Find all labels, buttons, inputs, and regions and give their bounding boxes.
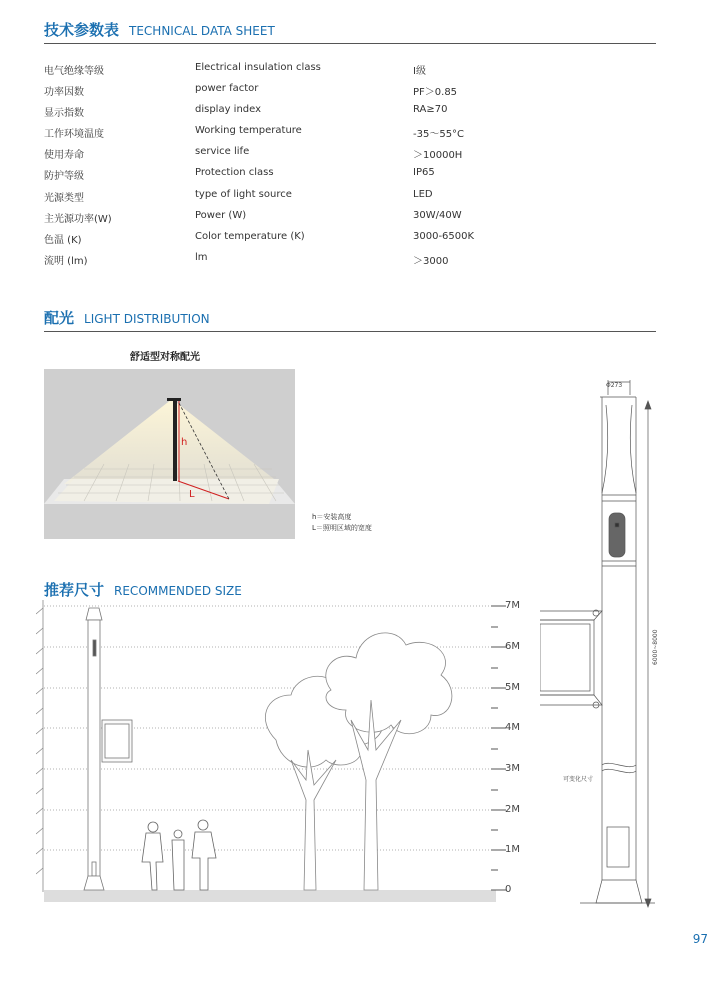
height-scale-label: 1M (505, 844, 520, 855)
param-value: RA≥70 (413, 104, 448, 115)
height-scale-label: 0 (505, 884, 512, 895)
height-scale-label: 2M (505, 804, 520, 815)
people-silhouettes (142, 820, 216, 890)
pole-small (84, 608, 132, 890)
light-distribution-caption: 舒适型对称配光 (130, 352, 200, 363)
param-name-cn: 主光源功率(W) (44, 214, 112, 225)
param-name-en: Working temperature (195, 125, 302, 136)
param-name-cn: 光源类型 (44, 193, 84, 204)
light-distribution-illustration (44, 369, 295, 539)
param-name-en: lm (195, 252, 208, 263)
height-scale-label: 7M (505, 600, 520, 611)
param-name-cn: 防护等级 (44, 171, 84, 182)
param-name-en: Electrical insulation class (195, 62, 321, 73)
section-title-technical-en: TECHNICAL DATA SHEET (129, 24, 275, 38)
diameter-label: Φ273 (606, 382, 623, 389)
param-name-en: Power (W) (195, 210, 247, 221)
legend-h: h＝安装高度 (312, 513, 352, 521)
section-title-light-en: LIGHT DISTRIBUTION (84, 312, 210, 326)
param-name-cn: 色温 (K) (44, 235, 82, 246)
param-value: ＞3000 (413, 256, 449, 267)
pole-illustration (173, 401, 177, 481)
section-title-size-en: RECOMMENDED SIZE (114, 584, 242, 598)
section-divider (44, 43, 656, 44)
param-value: I级 (413, 66, 426, 77)
page-number: 97 (692, 932, 708, 946)
section-title-size-cn: 推荐尺寸 (44, 581, 105, 599)
param-value: LED (413, 189, 433, 200)
l-mark: L (189, 489, 195, 500)
param-name-cn: 使用寿命 (44, 150, 84, 161)
param-name-cn: 显示指数 (44, 108, 84, 119)
param-value: 3000-6500K (413, 231, 475, 242)
legend-l: L＝照明区域的宽度 (312, 524, 372, 532)
light-legend (312, 512, 372, 534)
param-name-en: display index (195, 104, 262, 115)
pole-technical-drawing (540, 375, 670, 910)
height-scale-label: 3M (505, 763, 520, 774)
height-scale-label: 5M (505, 682, 520, 693)
param-value: PF＞0.85 (413, 87, 458, 98)
param-name-cn: 电气绝缘等级 (44, 66, 104, 77)
section-divider (44, 331, 656, 332)
param-name-en: type of light source (195, 189, 292, 200)
param-value: 30W/40W (413, 210, 462, 221)
height-scale-label: 6M (505, 641, 520, 652)
param-name-en: service life (195, 146, 250, 157)
param-value: IP65 (413, 167, 435, 178)
floor-grid (54, 479, 279, 504)
variable-size-note: 可变化尺寸 (563, 776, 594, 783)
param-value: -35～55°C (413, 129, 465, 140)
height-label: 6000~8000 (652, 629, 659, 665)
recommended-size-diagram (36, 600, 536, 905)
param-value: ＞10000H (413, 150, 463, 161)
lamp-head-illustration (167, 398, 181, 401)
section-title-light-cn: 配光 (44, 309, 75, 327)
ground (44, 890, 496, 902)
section-title-technical (44, 19, 275, 40)
param-name-cn: 功率因数 (44, 87, 84, 98)
section-title-technical-cn: 技术参数表 (44, 21, 120, 39)
param-name-cn: 流明 (lm) (44, 256, 88, 267)
param-name-en: Protection class (195, 167, 274, 178)
section-title-size (44, 579, 242, 600)
param-name-cn: 工作环境温度 (44, 129, 104, 140)
param-name-en: Color temperature (K) (195, 231, 305, 242)
height-scale (491, 606, 506, 890)
param-name-en: power factor (195, 83, 259, 94)
height-scale-label: 4M (505, 722, 520, 733)
h-mark: h (181, 437, 188, 448)
section-title-light (44, 307, 210, 328)
